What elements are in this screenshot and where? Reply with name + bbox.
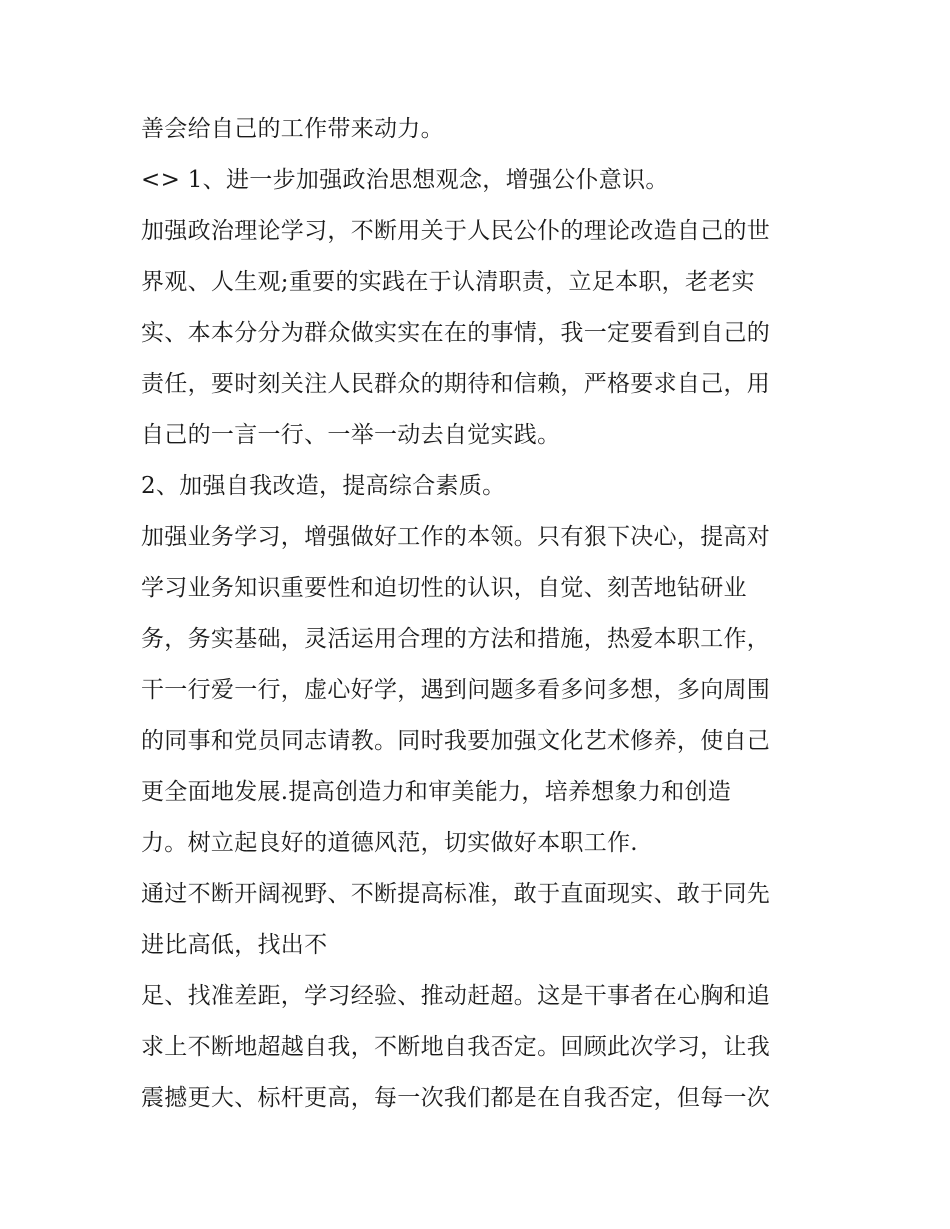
text-line: 求上不断地超越自我，不断地自我否定。回顾此次学习，让我 bbox=[141, 1034, 771, 1060]
text-line: 进比高低，找出不 bbox=[141, 932, 328, 958]
text-line: 学习业务知识重要性和迫切性的认识，自觉、刻苦地钻研业 bbox=[141, 575, 747, 601]
section-heading-1: <> 1、进一步加强政治思想观念，增强公仆意识。 bbox=[141, 167, 669, 193]
text-line: 责任，要时刻关注人民群众的期待和信赖，严格要求自己，用 bbox=[141, 371, 771, 397]
text-line: 更全面地发展.提高创造力和审美能力，培养想象力和创造 bbox=[141, 779, 732, 805]
text-line: 足、找准差距，学习经验、推动赶超。这是干事者在心胸和追 bbox=[141, 983, 771, 1009]
text-line: 界观、人生观;重要的实践在于认清职责，立足本职，老老实 bbox=[141, 269, 755, 295]
text-line: 加强业务学习，增强做好工作的本领。只有狠下决心，提高对 bbox=[141, 524, 771, 550]
text-line: 震撼更大、标杆更高，每一次我们都是在自我否定，但每一次 bbox=[141, 1085, 771, 1111]
text-line: 的同事和党员同志请教。同时我要加强文化艺术修养，使自己 bbox=[141, 728, 771, 754]
text-line: 力。树立起良好的道德风范，切实做好本职工作. bbox=[141, 830, 638, 856]
text-line: 加强政治理论学习，不断用关于人民公仆的理论改造自己的世 bbox=[141, 218, 771, 244]
text-line: 自己的一言一行、一举一动去自觉实践。 bbox=[141, 422, 561, 448]
text-line: 干一行爱一行，虚心好学，遇到问题多看多问多想，多向周围 bbox=[141, 677, 771, 703]
text-line: 通过不断开阔视野、不断提高标准，敢于直面现实、敢于同先 bbox=[141, 881, 771, 907]
text-line: 务，务实基础，灵活运用合理的方法和措施，热爱本职工作， bbox=[141, 626, 771, 652]
text-line: 实、本本分分为群众做实实在在的事情，我一定要看到自己的 bbox=[141, 320, 771, 346]
text-line: 善会给自己的工作带来动力。 bbox=[141, 116, 444, 142]
section-heading-2: 2、加强自我改造，提高综合素质。 bbox=[141, 473, 506, 499]
